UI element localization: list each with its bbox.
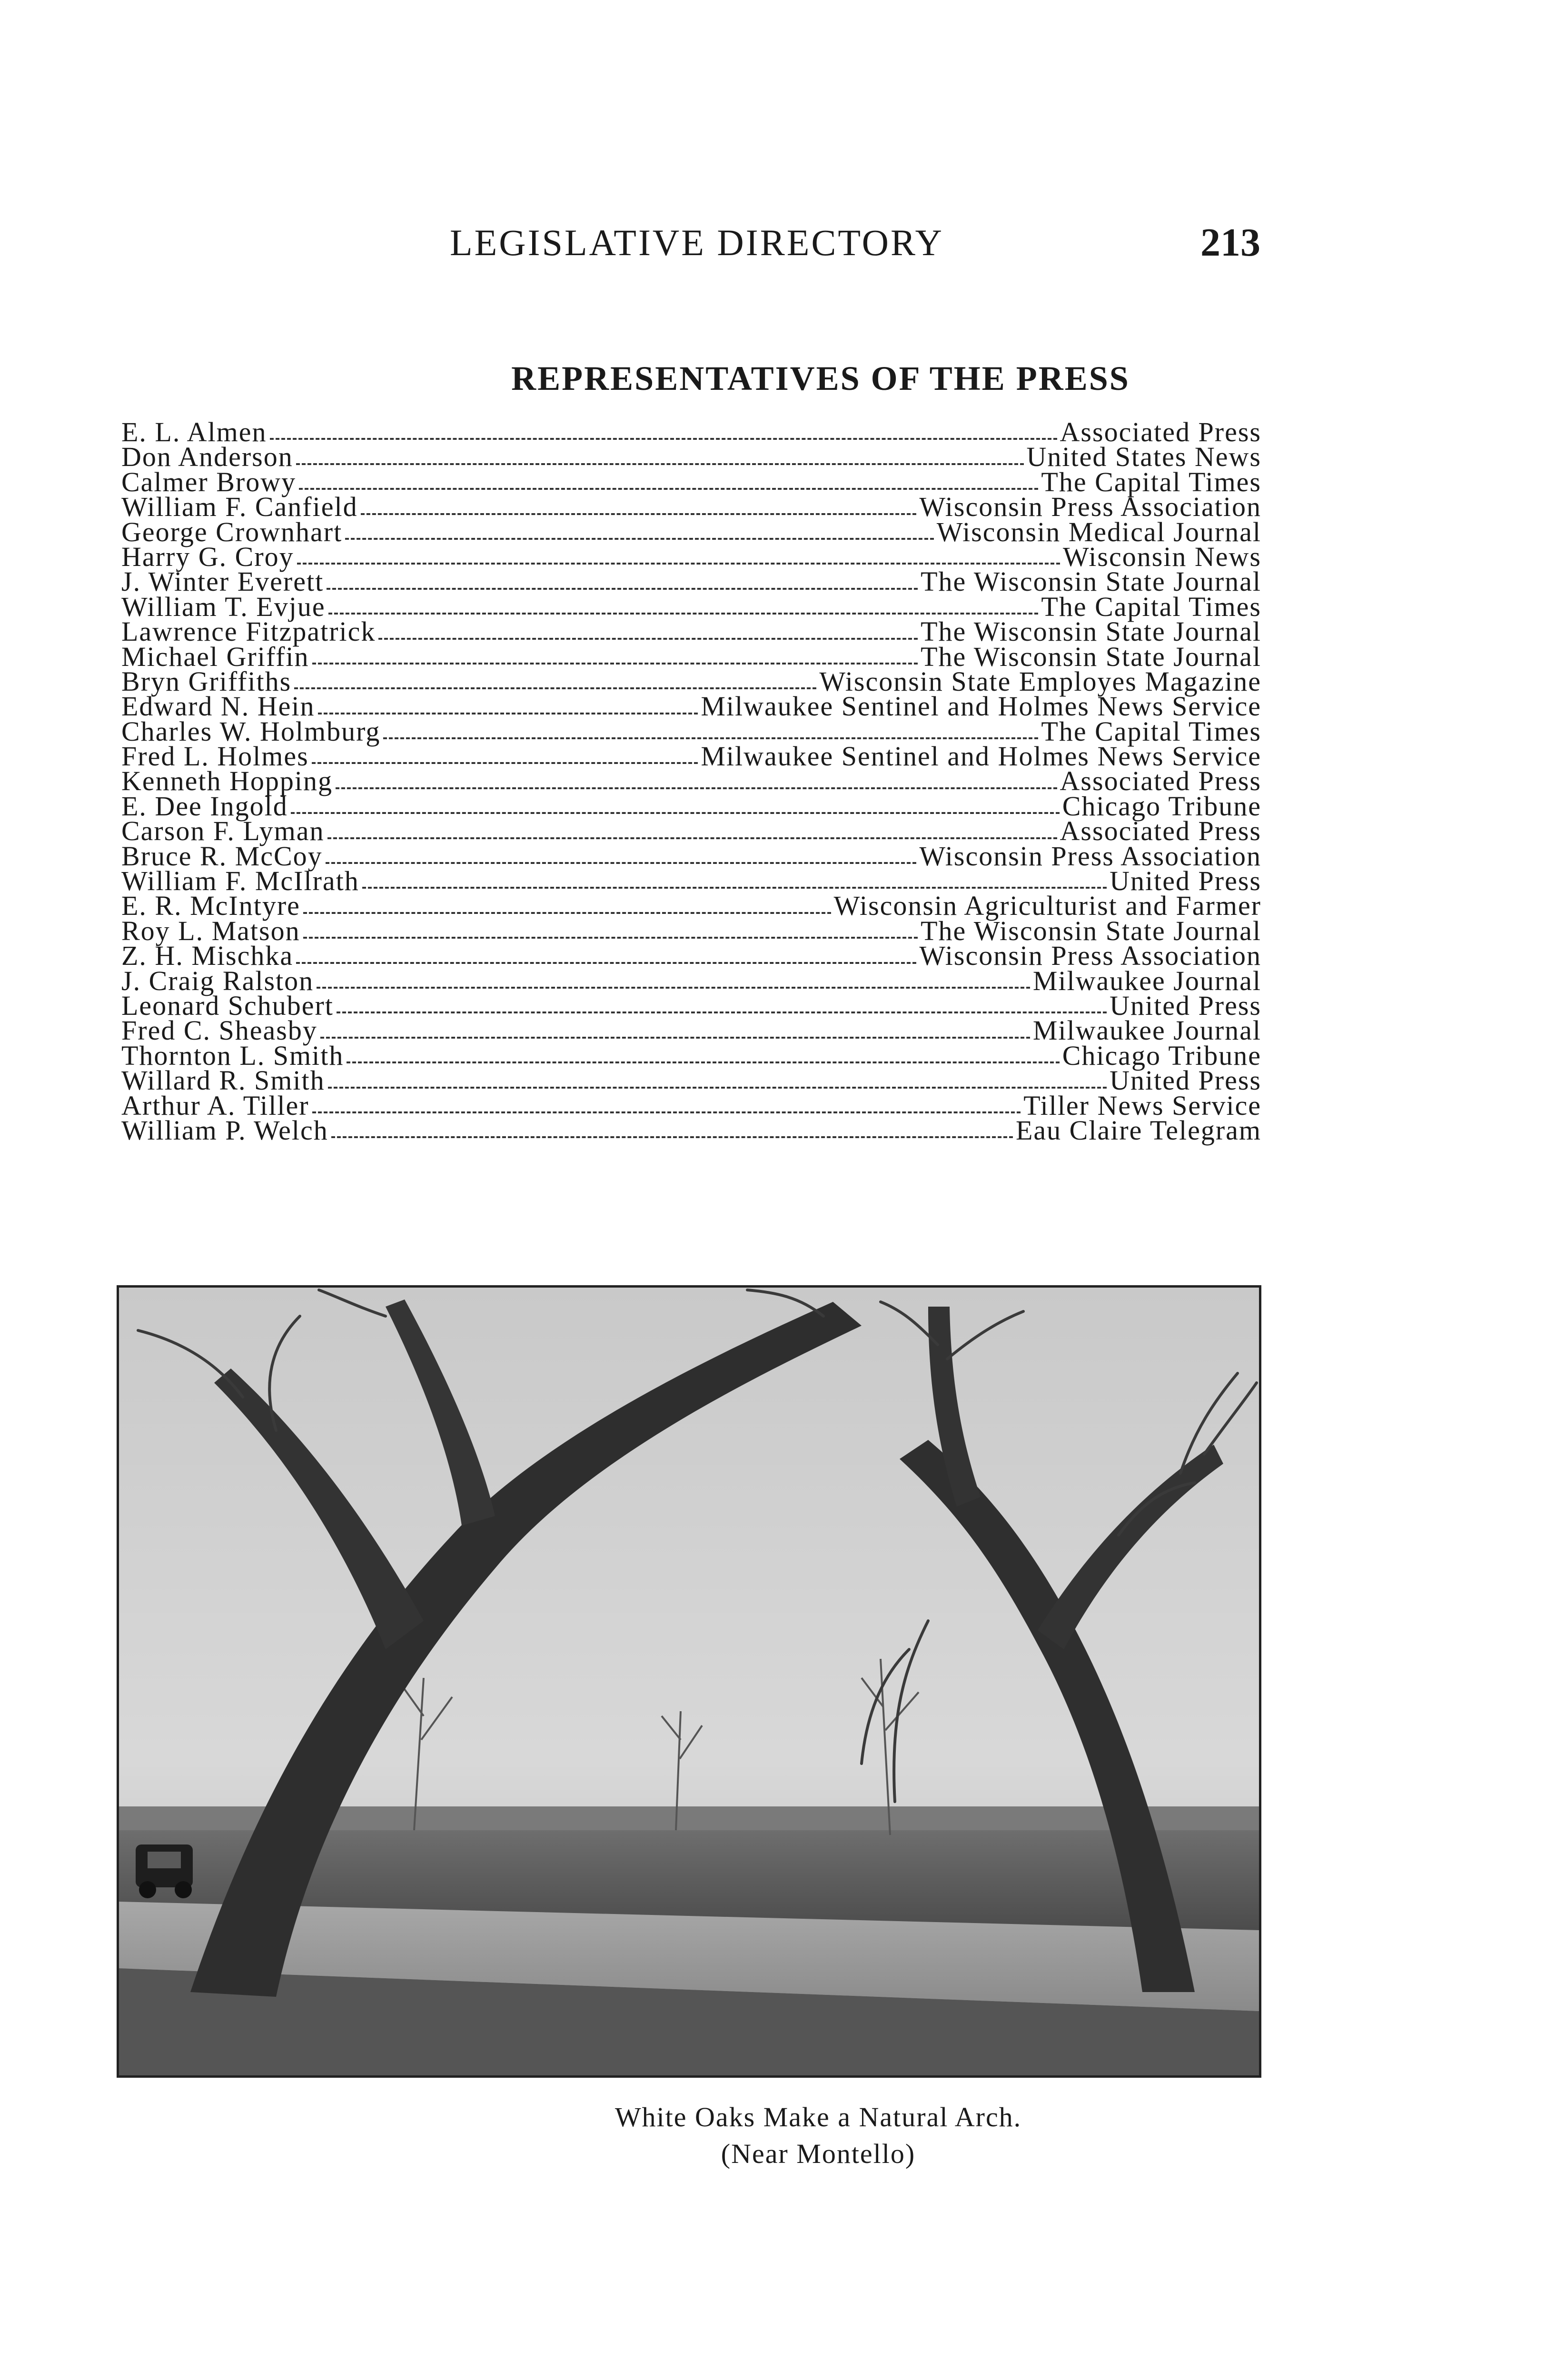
press-name: Charles W. Holmburg xyxy=(121,715,381,747)
press-name: William T. Evjue xyxy=(121,591,326,622)
press-affiliation: The Wisconsin State Journal xyxy=(921,641,1261,672)
press-row xyxy=(121,815,1261,847)
press-name: Willard R. Smith xyxy=(121,1065,325,1096)
press-affiliation: Wisconsin Press Association xyxy=(919,840,1261,872)
white-oaks-photo-illustration xyxy=(119,1288,1259,2075)
press-affiliation: Wisconsin State Employes Magazine xyxy=(819,665,1261,697)
dot-leader xyxy=(361,513,917,515)
dot-leader xyxy=(383,737,1038,739)
dot-leader xyxy=(328,613,1039,615)
press-name: George Crownhart xyxy=(121,516,343,547)
press-name: Thornton L. Smith xyxy=(121,1040,344,1071)
dot-leader xyxy=(362,887,1107,889)
press-affiliation: Associated Press xyxy=(1060,815,1261,847)
press-row xyxy=(121,491,1261,523)
press-affiliation: Tiller News Service xyxy=(1023,1090,1261,1121)
press-row xyxy=(121,691,1261,722)
press-name: William F. McIlrath xyxy=(121,865,359,897)
white-oaks-photo xyxy=(117,1285,1261,2078)
press-representatives-list xyxy=(121,416,1261,1146)
dot-leader xyxy=(291,812,1060,814)
dot-leader xyxy=(303,937,918,939)
press-affiliation: Wisconsin Medical Journal xyxy=(936,516,1261,547)
press-affiliation: Chicago Tribune xyxy=(1062,1040,1261,1071)
press-name: J. Winter Everett xyxy=(121,566,324,597)
dot-leader xyxy=(318,713,698,714)
press-name: Calmer Browy xyxy=(121,466,297,497)
press-row xyxy=(121,765,1261,797)
press-name: Arthur A. Tiller xyxy=(121,1090,309,1121)
press-row xyxy=(121,441,1261,473)
press-name: Leonard Schubert xyxy=(121,990,334,1021)
press-name: E. L. Almen xyxy=(121,416,267,447)
dot-leader xyxy=(331,1136,1013,1138)
dot-leader xyxy=(327,837,1057,839)
press-affiliation: The Wisconsin State Journal xyxy=(921,915,1261,946)
press-name: Michael Griffin xyxy=(121,641,309,672)
press-affiliation: Milwaukee Journal xyxy=(1032,1015,1261,1046)
press-row xyxy=(121,1114,1261,1146)
press-affiliation: Associated Press xyxy=(1060,416,1261,447)
press-affiliation: The Capital Times xyxy=(1041,466,1261,497)
press-affiliation: Wisconsin Press Association xyxy=(919,940,1261,972)
dot-leader xyxy=(378,638,918,640)
press-name: William F. Canfield xyxy=(121,491,358,523)
press-name: Bryn Griffiths xyxy=(121,665,292,697)
press-row xyxy=(121,890,1261,922)
running-head xyxy=(0,217,1546,269)
dot-leader xyxy=(320,1037,1030,1039)
page-number: 213 xyxy=(1200,220,1260,265)
press-affiliation: United Press xyxy=(1110,990,1261,1021)
press-row xyxy=(121,566,1261,597)
dot-leader xyxy=(296,463,1024,465)
dot-leader xyxy=(297,563,1060,565)
press-name: Z. H. Mischka xyxy=(121,940,294,972)
dot-leader xyxy=(294,687,816,689)
dot-leader xyxy=(326,862,917,864)
press-name: Don Anderson xyxy=(121,441,293,473)
press-name: Bruce R. McCoy xyxy=(121,840,323,872)
press-name: Fred C. Sheasby xyxy=(121,1015,317,1046)
dot-leader xyxy=(299,488,1038,490)
press-name: Carson F. Lyman xyxy=(121,815,325,847)
dot-leader xyxy=(303,912,831,914)
dot-leader xyxy=(312,1111,1021,1113)
press-name: Fred L. Holmes xyxy=(121,741,309,772)
press-affiliation: Wisconsin News xyxy=(1062,541,1261,572)
press-row xyxy=(121,616,1261,647)
press-affiliation: Eau Claire Telegram xyxy=(1016,1114,1261,1146)
dot-leader xyxy=(336,787,1057,789)
press-affiliation: Milwaukee Sentinel and Holmes News Service xyxy=(701,741,1261,772)
dot-leader xyxy=(328,1087,1107,1089)
press-name: William P. Welch xyxy=(121,1114,328,1146)
press-row xyxy=(121,940,1261,972)
press-affiliation: The Capital Times xyxy=(1041,591,1261,622)
press-affiliation: United Press xyxy=(1110,865,1261,897)
press-affiliation: Wisconsin Agriculturist and Farmer xyxy=(833,890,1261,922)
dot-leader xyxy=(296,962,916,964)
dot-leader xyxy=(347,1061,1059,1063)
dot-leader xyxy=(270,438,1057,440)
press-name: E. R. McIntyre xyxy=(121,890,300,922)
press-affiliation: The Wisconsin State Journal xyxy=(921,616,1261,647)
dot-leader xyxy=(312,762,698,764)
press-name: Harry G. Croy xyxy=(121,541,294,572)
press-affiliation: The Capital Times xyxy=(1041,715,1261,747)
press-row xyxy=(121,1065,1261,1096)
press-affiliation: Milwaukee Sentinel and Holmes News Service xyxy=(701,691,1261,722)
press-name: E. Dee Ingold xyxy=(121,790,288,822)
dot-leader xyxy=(337,1012,1107,1013)
dot-leader xyxy=(345,538,933,540)
press-row xyxy=(121,1015,1261,1046)
photo-caption-location: (Near Montello) xyxy=(721,2138,916,2169)
press-affiliation: Associated Press xyxy=(1060,765,1261,797)
press-affiliation: United Press xyxy=(1110,1065,1261,1096)
photo-caption: White Oaks Make a Natural Arch. xyxy=(614,2102,1022,2132)
dot-leader xyxy=(327,588,918,590)
press-affiliation: Chicago Tribune xyxy=(1062,790,1261,822)
press-name: Kenneth Hopping xyxy=(121,765,333,797)
press-affiliation: United States News xyxy=(1026,441,1261,473)
dot-leader xyxy=(317,987,1030,989)
running-title: LEGISLATIVE DIRECTORY xyxy=(450,222,944,263)
press-affiliation: The Wisconsin State Journal xyxy=(921,566,1261,597)
press-affiliation: Wisconsin Press Association xyxy=(919,491,1261,523)
section-title: REPRESENTATIVES OF THE PRESS xyxy=(511,359,1130,397)
press-name: J. Craig Ralston xyxy=(121,965,314,996)
press-affiliation: Milwaukee Journal xyxy=(1032,965,1261,996)
press-name: Edward N. Hein xyxy=(121,691,315,722)
press-name: Roy L. Matson xyxy=(121,915,300,946)
dot-leader xyxy=(312,663,918,664)
press-name: Lawrence Fitzpatrick xyxy=(121,616,376,647)
